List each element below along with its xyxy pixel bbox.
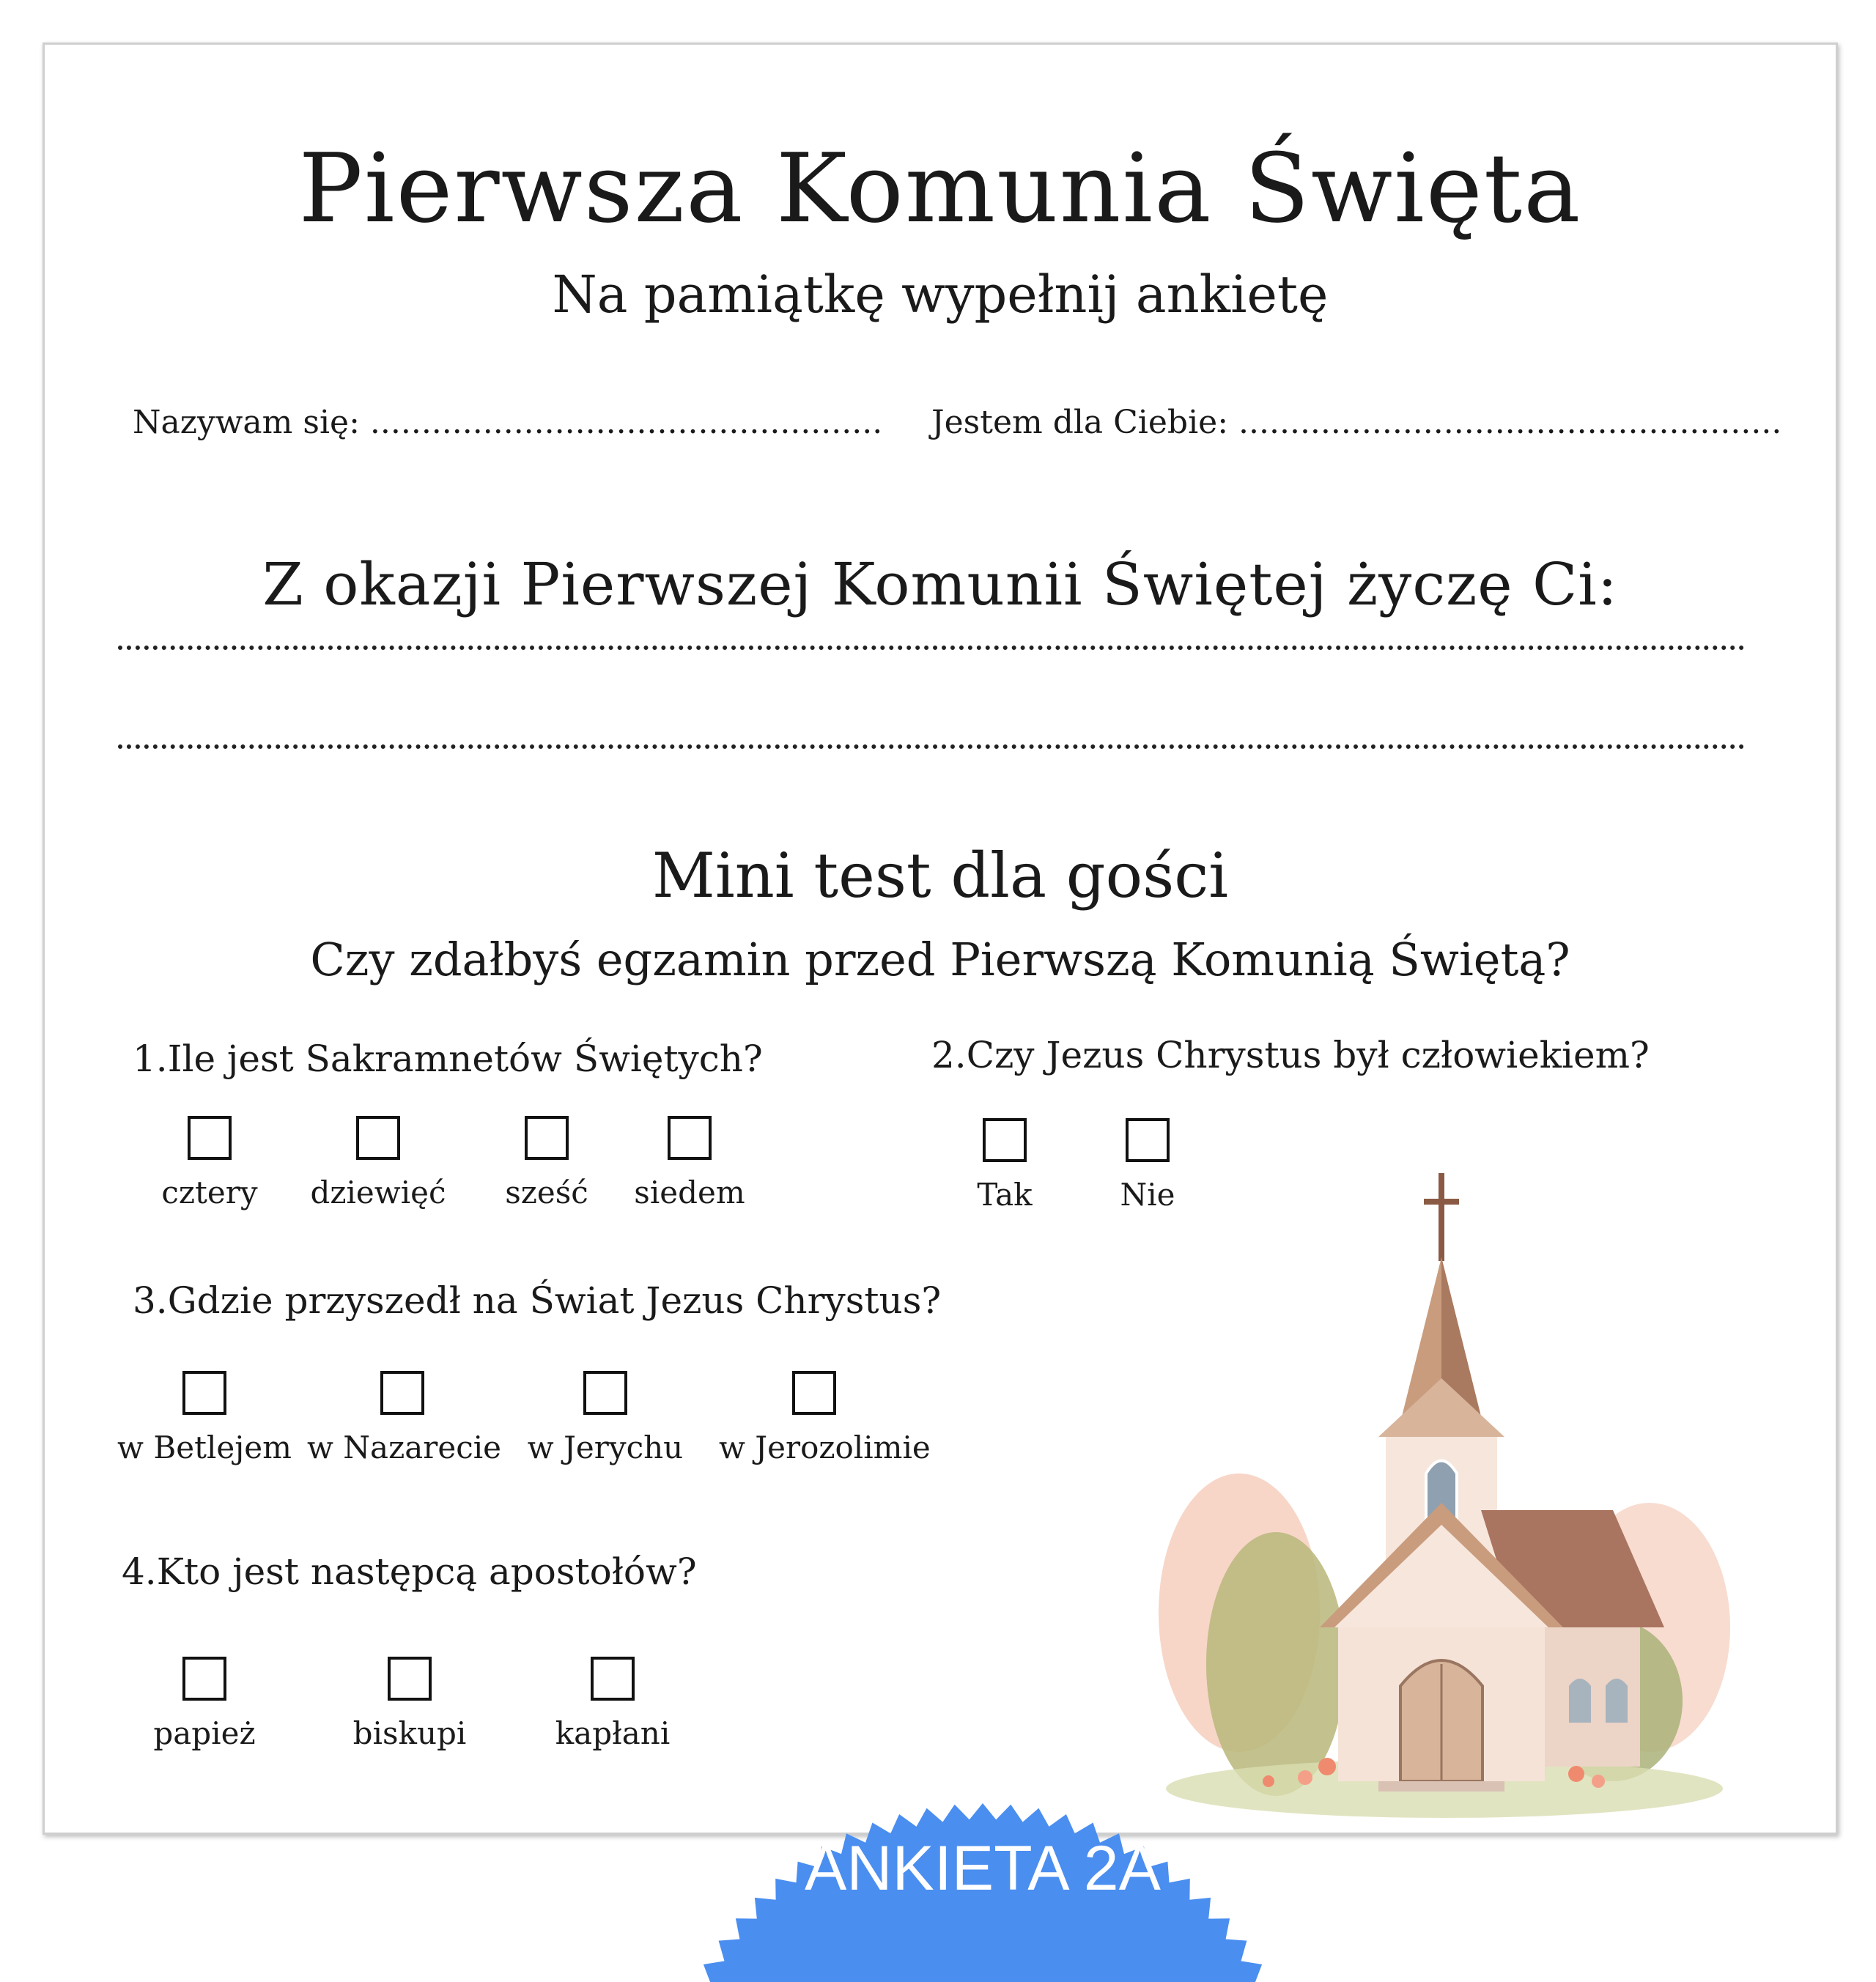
name-field[interactable] <box>133 404 882 441</box>
checkbox[interactable] <box>1126 1118 1170 1162</box>
question-3: 3.Gdzie przyszedł na Świat Jezus Chrystus? <box>133 1279 942 1322</box>
q4-option-biskupi[interactable] <box>314 1657 505 1751</box>
checkbox[interactable] <box>188 1116 232 1160</box>
q1-option-cztery[interactable] <box>114 1116 305 1210</box>
option-label: w Nazarecie <box>307 1430 502 1465</box>
page-title: Pierwsza Komunia Święta <box>298 133 1582 244</box>
option-label: w Betlejem <box>117 1430 292 1465</box>
checkbox[interactable] <box>591 1657 635 1701</box>
question-2: 2.Czy Jezus Chrystus był człowiekiem? <box>931 1034 1650 1076</box>
checkbox[interactable] <box>668 1116 712 1160</box>
badge-label: ANKIETA 2A <box>805 1833 1161 1904</box>
wish-line-2[interactable] <box>118 744 1745 749</box>
checkbox[interactable] <box>380 1371 424 1415</box>
relation-dots: ..................................................... <box>1238 404 1782 441</box>
checkbox[interactable] <box>983 1118 1027 1162</box>
q1-option-dziewiec[interactable] <box>283 1116 473 1210</box>
church-illustration-icon <box>1137 1158 1752 1818</box>
wishes-heading: Z okazji Pierwszej Komunii Świętej życzę Ci: <box>262 550 1618 618</box>
option-label: siedem <box>634 1175 745 1210</box>
question-1: 1.Ile jest Sakramnetów Świętych? <box>133 1038 763 1080</box>
option-label: cztery <box>161 1175 258 1210</box>
option-label: w Jerozolimie <box>719 1430 931 1465</box>
checkbox[interactable] <box>388 1657 432 1701</box>
page-subtitle: Na pamiątkę wypełnij ankietę <box>552 265 1329 325</box>
q3-option-nazarecie[interactable] <box>307 1371 502 1465</box>
option-label: kapłani <box>555 1715 671 1751</box>
survey-badge <box>675 1789 1290 1979</box>
quiz-title: Mini test dla gości <box>651 840 1229 912</box>
option-label: biskupi <box>352 1715 467 1751</box>
q3-option-jerychu[interactable] <box>510 1371 701 1465</box>
option-label: sześć <box>505 1175 588 1210</box>
relation-field[interactable] <box>931 404 1781 441</box>
option-label: papież <box>153 1715 256 1751</box>
option-label: w Jerychu <box>527 1430 684 1465</box>
name-dots: .................................................. <box>369 404 883 441</box>
option-label: Nie <box>1120 1177 1175 1213</box>
q4-option-kaplani[interactable] <box>517 1657 708 1751</box>
option-label: Tak <box>977 1177 1033 1213</box>
question-4: 4.Kto jest następcą apostołów? <box>122 1550 697 1593</box>
checkbox[interactable] <box>583 1371 627 1415</box>
option-label: dziewięć <box>310 1175 446 1210</box>
checkbox[interactable] <box>525 1116 569 1160</box>
quiz-subtitle: Czy zdałbyś egzamin przed Pierwszą Komunią Świętą? <box>310 933 1570 986</box>
q3-option-jerozolimie[interactable] <box>719 1371 931 1465</box>
checkbox[interactable] <box>792 1371 836 1415</box>
wish-line-1[interactable] <box>118 646 1745 650</box>
name-label: Nazywam się: <box>133 404 360 441</box>
q1-option-siedem[interactable] <box>594 1116 785 1210</box>
q3-option-betlejem[interactable] <box>109 1371 300 1465</box>
checkbox[interactable] <box>182 1657 226 1701</box>
q4-option-papiez[interactable] <box>109 1657 300 1751</box>
relation-label: Jestem dla Ciebie: <box>931 404 1229 441</box>
survey-sheet <box>43 42 1838 1904</box>
checkbox[interactable] <box>356 1116 400 1160</box>
checkbox[interactable] <box>182 1371 226 1415</box>
